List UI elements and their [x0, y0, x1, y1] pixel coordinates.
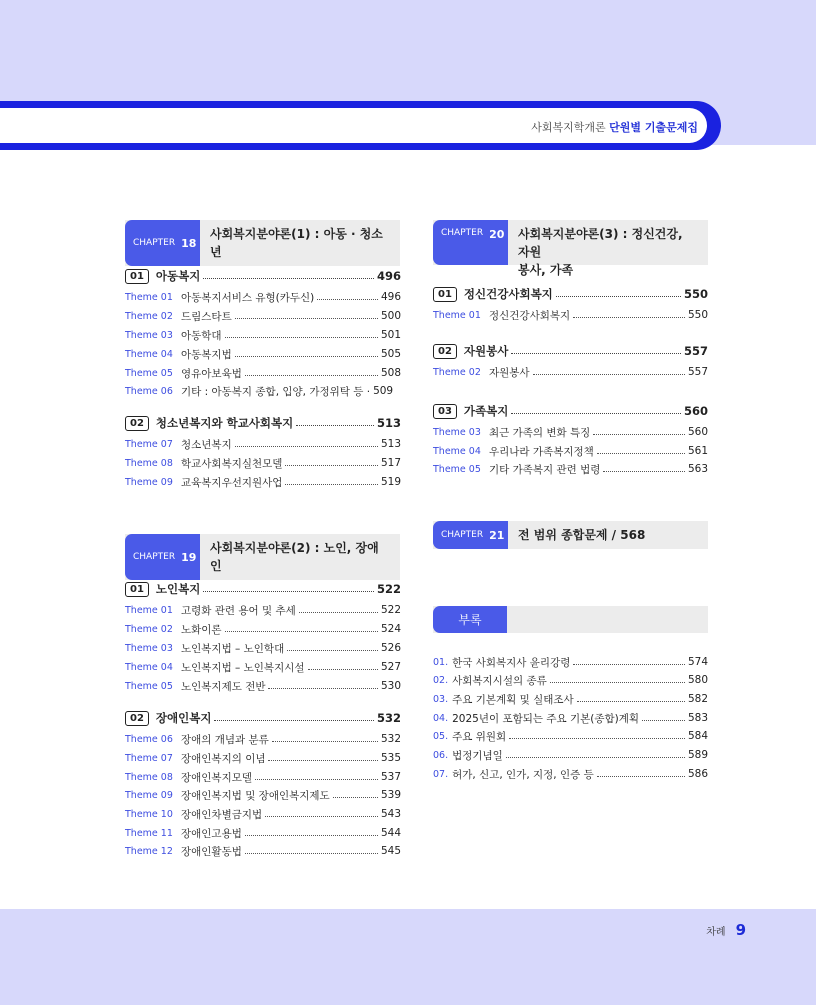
page-number: 574 — [687, 656, 708, 668]
entry-title: 노인복지법 – 노인학대 — [181, 642, 285, 655]
entry-title: 2025년이 포함되는 주요 기본(종합)계획 — [452, 712, 640, 725]
leader-dots — [550, 682, 685, 683]
entry-title: 장애인활동법 — [181, 845, 242, 858]
section-title: 노인복지 — [155, 582, 201, 596]
entry-title: 장애인복지법 및 장애인복지제도 — [181, 789, 330, 802]
leader-dots — [255, 779, 378, 780]
appendix-entry[interactable] — [433, 728, 708, 744]
theme-label: Theme 02 — [125, 623, 173, 635]
page-number: 505 — [380, 348, 401, 360]
leader-dots — [573, 317, 685, 318]
toc-entry[interactable] — [125, 750, 401, 766]
appendix-entry[interactable] — [433, 654, 708, 670]
theme-label: Theme 11 — [125, 827, 173, 839]
toc-entry[interactable] — [125, 308, 401, 324]
appendix-tag: 부록 — [433, 606, 507, 633]
toc-entry[interactable] — [125, 346, 401, 362]
page-footer — [706, 921, 746, 939]
page-number: 557 — [687, 366, 708, 378]
theme-label: Theme 02 — [125, 310, 173, 322]
entry-title: 노인복지제도 전반 — [181, 680, 266, 693]
appendix-header — [433, 606, 708, 633]
theme-label: Theme 04 — [433, 445, 481, 457]
leader-dots — [299, 612, 378, 613]
section-title: 가족복지 — [463, 404, 509, 418]
leader-dots — [272, 741, 378, 742]
entry-title: 노인복지법 – 노인복지시설 — [181, 661, 305, 674]
page-number: 535 — [380, 752, 401, 764]
page-number: 583 — [687, 712, 708, 724]
leader-dots — [593, 434, 685, 435]
theme-label: Theme 01 — [125, 604, 173, 616]
section-title: 정신건강사회복지 — [463, 287, 553, 301]
leader-dots — [506, 757, 685, 758]
section-heading[interactable] — [125, 415, 401, 431]
page-number: 543 — [380, 808, 401, 820]
bottom-band — [0, 909, 816, 1005]
chapter-18-header — [125, 220, 400, 266]
entry-title: 드림스타트 — [181, 310, 232, 323]
theme-label: Theme 10 — [125, 808, 173, 820]
page-number: 527 — [380, 661, 401, 673]
toc-entry[interactable] — [125, 289, 401, 305]
page-number: 9 — [735, 921, 746, 939]
section-number: 02 — [125, 416, 149, 431]
page-number: 537 — [380, 771, 401, 783]
page-number: 530 — [380, 680, 401, 692]
section-title: 청소년복지와 학교사회복지 — [155, 416, 294, 430]
theme-label: Theme 03 — [125, 642, 173, 654]
toc-entry[interactable] — [125, 825, 401, 841]
toc-entry[interactable] — [125, 769, 401, 785]
entry-title: 기타 : 아동복지 종합, 입양, 가정위탁 등 · — [181, 385, 371, 398]
entry-title: 정신건강사회복지 — [489, 309, 571, 322]
section-number: 01 — [125, 269, 149, 284]
chapter-20-header — [433, 220, 708, 277]
entry-title: 영유아보육법 — [181, 367, 242, 380]
page-number: 584 — [687, 730, 708, 742]
entry-title: 법정기념일 — [452, 749, 503, 762]
toc-entry[interactable] — [433, 307, 708, 323]
chapter-title: 전 범위 종합문제 / 568 — [518, 528, 646, 542]
theme-label: Theme 07 — [125, 752, 173, 764]
theme-label: Theme 05 — [125, 680, 173, 692]
section-number: 03 — [433, 404, 457, 419]
theme-label: Theme 03 — [433, 426, 481, 438]
section-heading[interactable] — [433, 403, 708, 419]
appendix-entry[interactable] — [433, 710, 708, 726]
page-number: 539 — [380, 789, 401, 801]
entry-number: 05. — [433, 730, 449, 742]
theme-label: Theme 09 — [125, 476, 173, 488]
page-number: 496 — [376, 269, 401, 283]
toc-entry[interactable] — [125, 327, 401, 343]
appendix-entry[interactable] — [433, 672, 708, 688]
theme-label: Theme 04 — [125, 661, 173, 673]
entry-title: 학교사회복지실천모델 — [181, 457, 283, 470]
theme-label: Theme 06 — [125, 385, 173, 397]
page-number: 561 — [687, 445, 708, 457]
section-heading[interactable] — [433, 286, 708, 302]
appendix-entry[interactable] — [433, 691, 708, 707]
theme-label: Theme 05 — [125, 367, 173, 379]
entry-title: 한국 사회복지사 윤리강령 — [452, 656, 571, 669]
section-heading[interactable] — [125, 710, 401, 726]
entry-title: 아동복지법 — [181, 348, 232, 361]
section-heading[interactable] — [125, 581, 401, 597]
entry-number: 03. — [433, 693, 449, 705]
appendix-entry[interactable] — [433, 766, 708, 782]
page-number: 550 — [683, 287, 708, 301]
leader-dots — [225, 631, 378, 632]
leader-dots — [287, 650, 378, 651]
leader-dots — [235, 446, 378, 447]
leader-dots — [203, 591, 374, 592]
page-number: 560 — [683, 404, 708, 418]
leader-dots — [268, 688, 377, 689]
page-number: 517 — [380, 457, 401, 469]
theme-label: Theme 02 — [433, 366, 481, 378]
leader-dots — [308, 669, 378, 670]
page-number: 519 — [380, 476, 401, 488]
leader-dots — [268, 760, 377, 761]
section-number: 02 — [433, 344, 457, 359]
theme-label: Theme 12 — [125, 845, 173, 857]
leader-dots — [235, 356, 378, 357]
leader-dots — [245, 835, 378, 836]
leader-dots — [245, 853, 378, 854]
leader-dots — [511, 353, 681, 354]
toc-entry[interactable] — [125, 640, 401, 656]
page-number: 513 — [380, 438, 401, 450]
toc-entry[interactable] — [125, 787, 401, 803]
leader-dots — [577, 701, 685, 702]
leader-dots — [296, 425, 374, 426]
entry-title: 주요 기본계획 및 실태조사 — [452, 693, 574, 706]
entry-title: 우리나라 가족복지정책 — [489, 445, 594, 458]
leader-dots — [245, 375, 378, 376]
toc-entry[interactable] — [125, 383, 401, 399]
theme-label: Theme 06 — [125, 733, 173, 745]
entry-title: 장애인복지모델 — [181, 771, 253, 784]
theme-label: Theme 03 — [125, 329, 173, 341]
page-number: 526 — [380, 642, 401, 654]
entry-number: 07. — [433, 768, 449, 780]
leader-dots — [203, 278, 374, 279]
page-number: 589 — [687, 749, 708, 761]
theme-label: Theme 08 — [125, 771, 173, 783]
leader-dots — [597, 453, 685, 454]
entry-title: 장애의 개념과 분류 — [181, 733, 269, 746]
section-number: 01 — [433, 287, 457, 302]
leader-dots — [214, 720, 374, 721]
entry-number: 06. — [433, 749, 449, 761]
entry-title: 아동복지서비스 유형(카두신) — [181, 291, 315, 304]
leader-dots — [533, 374, 685, 375]
entry-title: 최근 가족의 변화 특징 — [489, 426, 591, 439]
page-number: 524 — [380, 623, 401, 635]
entry-title: 허가, 신고, 인가, 지정, 인증 등 — [452, 768, 594, 781]
theme-label: Theme 01 — [125, 291, 173, 303]
entry-title: 장애인복지의 이념 — [181, 752, 266, 765]
leader-dots — [285, 484, 378, 485]
book-title: 사회복지학개론 단원별 기출문제집 — [531, 121, 698, 134]
toc-entry[interactable] — [125, 365, 401, 381]
leader-dots — [317, 299, 378, 300]
entry-title: 아동학대 — [181, 329, 222, 342]
toc-entry[interactable] — [125, 843, 401, 859]
page-number: 513 — [376, 416, 401, 430]
entry-title: 기타 가족복지 관련 법령 — [489, 463, 601, 476]
toc-entry[interactable] — [433, 424, 708, 440]
appendix-entry[interactable] — [433, 747, 708, 763]
page-number: 500 — [380, 310, 401, 322]
page-number: 501 — [380, 329, 401, 341]
leader-dots — [556, 296, 681, 297]
page-number: 550 — [687, 309, 708, 321]
toc-entry[interactable] — [125, 806, 401, 822]
chapter-title: 사회복지분야론(3) : 정신건강, 자원 봉사, 가족 — [518, 227, 683, 277]
toc-entry[interactable] — [433, 364, 708, 380]
toc-entry[interactable] — [125, 436, 401, 452]
entry-number: 04. — [433, 712, 449, 724]
page-number: 582 — [687, 693, 708, 705]
page-number: 496 — [380, 291, 401, 303]
theme-label: Theme 04 — [125, 348, 173, 360]
entry-title: 자원봉사 — [489, 366, 530, 379]
section-title: 자원봉사 — [463, 344, 509, 358]
page-number: 532 — [380, 733, 401, 745]
section-heading[interactable] — [125, 268, 401, 284]
leader-dots — [285, 465, 378, 466]
toc-entry[interactable] — [433, 461, 708, 477]
section-number: 02 — [125, 711, 149, 726]
entry-title: 교육복지우선지원사업 — [181, 476, 283, 489]
page-number: 522 — [380, 604, 401, 616]
leader-dots — [511, 413, 681, 414]
entry-title: 장애인차별금지법 — [181, 808, 263, 821]
chapter-21-header[interactable] — [433, 521, 708, 549]
theme-label: Theme 01 — [433, 309, 481, 321]
section-title: 아동복지 — [155, 269, 201, 283]
entry-title: 노화이론 — [181, 623, 222, 636]
leader-dots — [265, 816, 378, 817]
toc-entry[interactable] — [125, 602, 401, 618]
entry-title: 사회복지시설의 종류 — [452, 674, 547, 687]
toc-entry[interactable] — [125, 474, 401, 490]
leader-dots — [333, 797, 378, 798]
toc-entry[interactable] — [125, 731, 401, 747]
theme-label: Theme 08 — [125, 457, 173, 469]
leader-dots — [603, 471, 685, 472]
page-number: 586 — [687, 768, 708, 780]
page-number: 532 — [376, 711, 401, 725]
toc-entry[interactable] — [125, 621, 401, 637]
page-number: 580 — [687, 674, 708, 686]
page-number: 522 — [376, 582, 401, 596]
page-number: 563 — [687, 463, 708, 475]
entry-title: 고령화 관련 용어 및 추세 — [181, 604, 296, 617]
page-number: 544 — [380, 827, 401, 839]
theme-label: Theme 05 — [433, 463, 481, 475]
toc-entry[interactable] — [433, 443, 708, 459]
footer-label: 차례 — [706, 927, 726, 938]
leader-dots — [509, 738, 685, 739]
entry-number: 02. — [433, 674, 449, 686]
chapter-tag: CHAPTER 21 — [433, 521, 508, 549]
toc-entry[interactable] — [125, 678, 401, 694]
chapter-title: 사회복지분야론(2) : 노인, 장애인 — [210, 541, 379, 573]
entry-title: 장애인고용법 — [181, 827, 242, 840]
toc-entry[interactable] — [125, 659, 401, 675]
entry-title: 주요 위원회 — [452, 730, 507, 743]
page-number: 509 — [373, 385, 394, 397]
chapter-tag: CHAPTER 20 — [433, 220, 508, 265]
leader-dots — [235, 318, 378, 319]
chapter-title: 사회복지분야론(1) : 아동 · 청소년 — [210, 227, 383, 259]
section-heading[interactable] — [433, 343, 708, 359]
leader-dots — [573, 664, 685, 665]
page-number: 557 — [683, 344, 708, 358]
leader-dots — [225, 337, 378, 338]
toc-entry[interactable] — [125, 455, 401, 471]
page-number: 508 — [380, 367, 401, 379]
section-title: 장애인복지 — [155, 711, 212, 725]
chapter-19-header — [125, 534, 400, 580]
section-number: 01 — [125, 582, 149, 597]
entry-number: 01. — [433, 656, 449, 668]
leader-dots — [597, 776, 685, 777]
page-number: 545 — [380, 845, 401, 857]
page-number: 560 — [687, 426, 708, 438]
chapter-tag: CHAPTER 18 — [125, 220, 200, 266]
entry-title: 청소년복지 — [181, 438, 232, 451]
leader-dots — [642, 720, 685, 721]
chapter-tag: CHAPTER 19 — [125, 534, 200, 580]
theme-label: Theme 09 — [125, 789, 173, 801]
theme-label: Theme 07 — [125, 438, 173, 450]
